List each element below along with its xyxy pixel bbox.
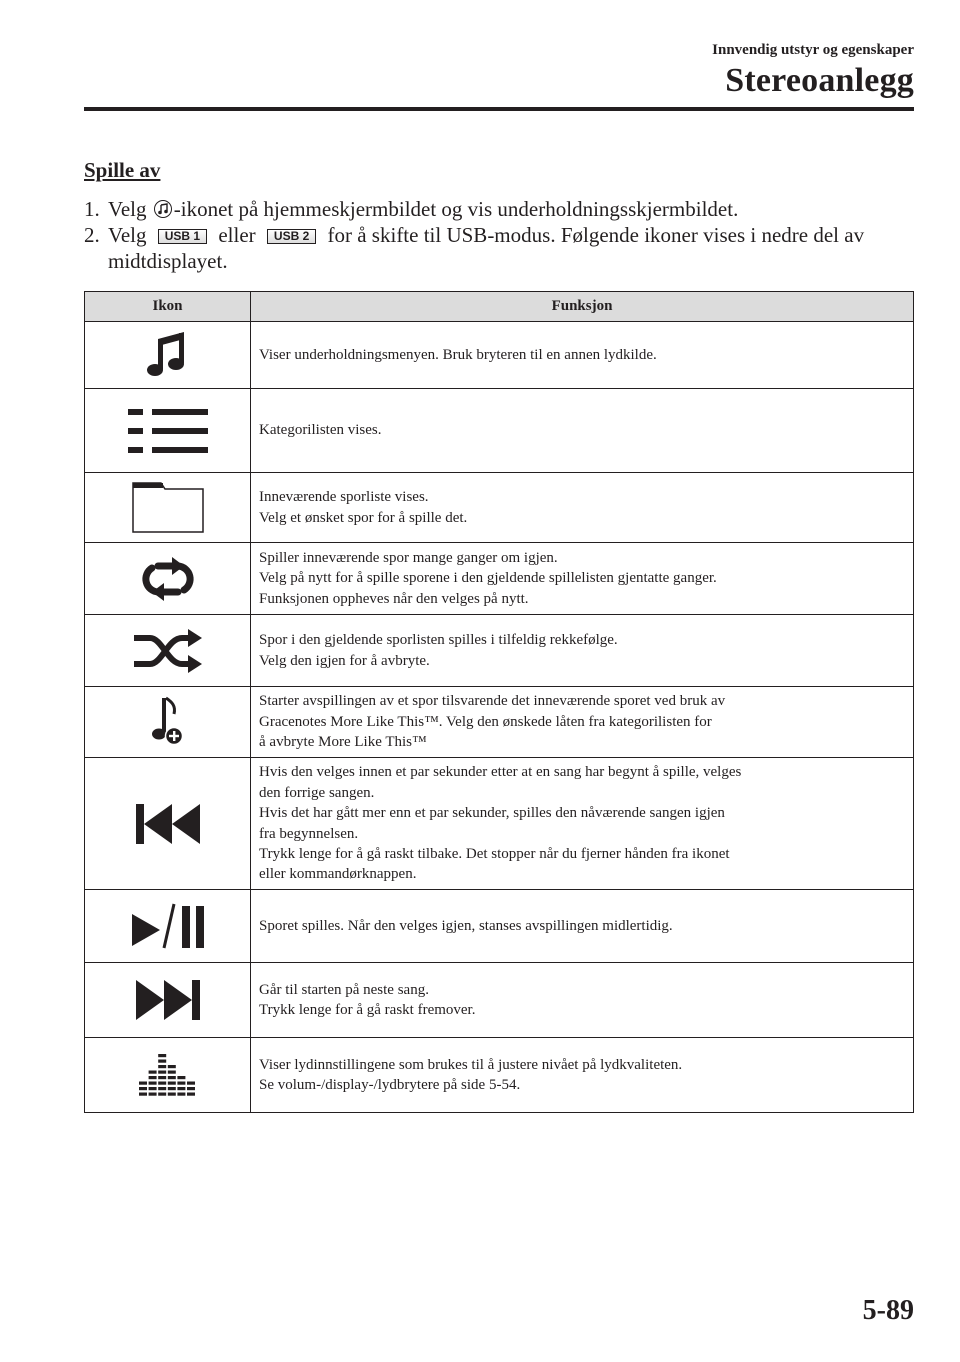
column-header-icon: Ikon xyxy=(85,292,251,322)
table-row xyxy=(85,758,914,890)
equalizer-bar-segment xyxy=(158,1065,166,1068)
step-text: -ikonet på hjemmeskjermbildet og vis underholdningsskjermbildet. xyxy=(173,197,739,221)
description-line: Viser underholdningsmenyen. Bruk bryteren til en annen lydkilde. xyxy=(259,346,657,363)
description-line: Spiller inneværende spor mange ganger om igjen. xyxy=(259,549,558,566)
equalizer-bar-segment xyxy=(167,1065,175,1068)
description-line: Viser lydinnstillingene som brukes til å justere nivået på lydkvaliteten. xyxy=(259,1056,683,1073)
function-cell xyxy=(251,758,914,890)
equalizer-bar-segment xyxy=(148,1087,156,1090)
equalizer-bar-segment xyxy=(158,1093,166,1096)
page-number: 5-89 xyxy=(862,1295,914,1326)
equalizer-bar-segment xyxy=(158,1082,166,1085)
previous-track-icon xyxy=(136,804,200,844)
equalizer-bar-segment xyxy=(158,1076,166,1079)
equalizer-bar-segment xyxy=(139,1087,147,1090)
play-pause-icon xyxy=(130,902,206,950)
icon-cell xyxy=(85,687,251,758)
equalizer-bar-segment xyxy=(158,1060,166,1063)
description-line: Velg på nytt for å spille sporene i den gjeldende spillelisten gjentatte ganger. xyxy=(259,570,717,587)
equalizer-bar-segment xyxy=(139,1093,147,1096)
equalizer-bar-segment xyxy=(158,1071,166,1074)
step-text: Velg xyxy=(108,223,147,247)
icon-cell xyxy=(85,758,251,890)
description-line: eller kommandørknappen. xyxy=(259,866,417,883)
icon-cell xyxy=(85,473,251,543)
function-cell xyxy=(251,543,914,615)
description-line: Starter avspillingen av et spor tilsvarende det inneværende sporet ved bruk av xyxy=(259,693,726,710)
repeat-icon xyxy=(132,557,204,601)
equalizer-bar-segment xyxy=(187,1082,195,1085)
table-row xyxy=(85,963,914,1038)
column-header-function: Funksjon xyxy=(251,292,914,322)
description-line: den forrige sangen. xyxy=(259,784,375,801)
table-row xyxy=(85,1038,914,1113)
description-line: å avbryte More Like This™ xyxy=(259,734,427,751)
step-number: 2. xyxy=(84,223,100,247)
description-line: Spor i den gjeldende sporlisten spilles i tilfeldig rekkefølge. xyxy=(259,632,618,649)
equalizer-icon xyxy=(139,1052,197,1098)
description-line: Velg et ønsket spor for å spille det. xyxy=(259,509,468,526)
equalizer-bar-segment xyxy=(148,1082,156,1085)
icon-cell xyxy=(85,1038,251,1113)
instruction-steps xyxy=(84,196,884,274)
music-note-circle-icon xyxy=(154,200,172,218)
icon-function-table xyxy=(84,291,914,1113)
description-line: Gracenotes More Like This™. Velg den ønskede låten fra kategorilisten for xyxy=(259,713,712,730)
step-text: eller xyxy=(218,223,256,247)
step-text: Velg xyxy=(108,197,147,221)
chapter-title: Stereoanlegg xyxy=(725,62,914,99)
equalizer-bar-segment xyxy=(139,1082,147,1085)
description-line: Går til starten på neste sang. xyxy=(259,981,429,998)
step-2 xyxy=(84,222,884,274)
description-line: Inneværende sporliste vises. xyxy=(259,489,429,506)
equalizer-bar-segment xyxy=(187,1087,195,1090)
equalizer-bar-segment xyxy=(148,1093,156,1096)
description-line: Velg den igjen for å avbryte. xyxy=(259,652,430,669)
function-cell xyxy=(251,322,914,389)
table-row xyxy=(85,543,914,615)
description-line: Trykk lenge for å gå raskt tilbake. Det stopper når du fjerner hånden fra ikonet xyxy=(259,845,730,862)
usb-2-button[interactable]: USB 2 xyxy=(267,229,316,244)
music-note-icon xyxy=(144,329,192,381)
function-cell xyxy=(251,890,914,963)
table-row xyxy=(85,890,914,963)
equalizer-bar-segment xyxy=(158,1087,166,1090)
description-line: Kategorilisten vises. xyxy=(259,422,382,439)
function-cell xyxy=(251,1038,914,1113)
table-row xyxy=(85,687,914,758)
function-cell xyxy=(251,473,914,543)
equalizer-bar-segment xyxy=(148,1076,156,1079)
equalizer-bar-segment xyxy=(167,1071,175,1074)
icon-cell xyxy=(85,890,251,963)
step-1 xyxy=(84,196,884,222)
description-line: Hvis den velges innen et par sekunder etter at en sang har begynt å spille, velges xyxy=(259,764,742,781)
table-row xyxy=(85,322,914,389)
equalizer-bar-segment xyxy=(167,1093,175,1096)
icon-cell xyxy=(85,322,251,389)
category-list-icon xyxy=(128,407,208,455)
equalizer-bar-segment xyxy=(148,1071,156,1074)
equalizer-bar-segment xyxy=(177,1076,185,1079)
description-line: fra begynnelsen. xyxy=(259,825,359,842)
shuffle-icon xyxy=(132,628,204,674)
header-divider xyxy=(84,107,914,111)
next-track-icon xyxy=(136,980,200,1020)
function-cell xyxy=(251,389,914,473)
table-row xyxy=(85,615,914,687)
function-cell xyxy=(251,963,914,1038)
table-row xyxy=(85,389,914,473)
description-line: Se volum-/display-/lydbrytere på side 5-54. xyxy=(259,1077,521,1093)
icon-cell xyxy=(85,615,251,687)
section-title: Spille av xyxy=(84,158,161,182)
equalizer-bar-segment xyxy=(177,1093,185,1096)
more-like-this-icon xyxy=(150,696,186,748)
table-row xyxy=(85,473,914,543)
step-text: for å skifte til USB-modus. Følgende ikoner vises i nedre del av midtdisplayet. xyxy=(108,223,865,273)
folder-icon xyxy=(131,482,205,534)
icon-cell xyxy=(85,543,251,615)
equalizer-bar-segment xyxy=(167,1076,175,1079)
description-line: Funksjonen oppheves når den velges på nytt. xyxy=(259,590,529,607)
function-cell xyxy=(251,687,914,758)
equalizer-bar-segment xyxy=(158,1054,166,1057)
description-line: Hvis det har gått mer enn et par sekunder, spilles den nåværende sangen igjen xyxy=(259,805,725,822)
equalizer-bar-segment xyxy=(177,1087,185,1090)
description-line: Sporet spilles. Når den velges igjen, stanses avspillingen midlertidig. xyxy=(259,917,673,934)
equalizer-bar-segment xyxy=(177,1082,185,1085)
function-cell xyxy=(251,615,914,687)
equalizer-bar-segment xyxy=(167,1087,175,1090)
step-number: 1. xyxy=(84,197,100,221)
equalizer-bar-segment xyxy=(167,1082,175,1085)
usb-1-button[interactable]: USB 1 xyxy=(158,229,207,244)
icon-cell xyxy=(85,963,251,1038)
chapter-subtitle: Innvendig utstyr og egenskaper xyxy=(712,42,914,58)
table-header-row xyxy=(85,292,914,322)
icon-cell xyxy=(85,389,251,473)
equalizer-bar-segment xyxy=(187,1093,195,1096)
description-line: Trykk lenge for å gå raskt fremover. xyxy=(259,1002,476,1018)
